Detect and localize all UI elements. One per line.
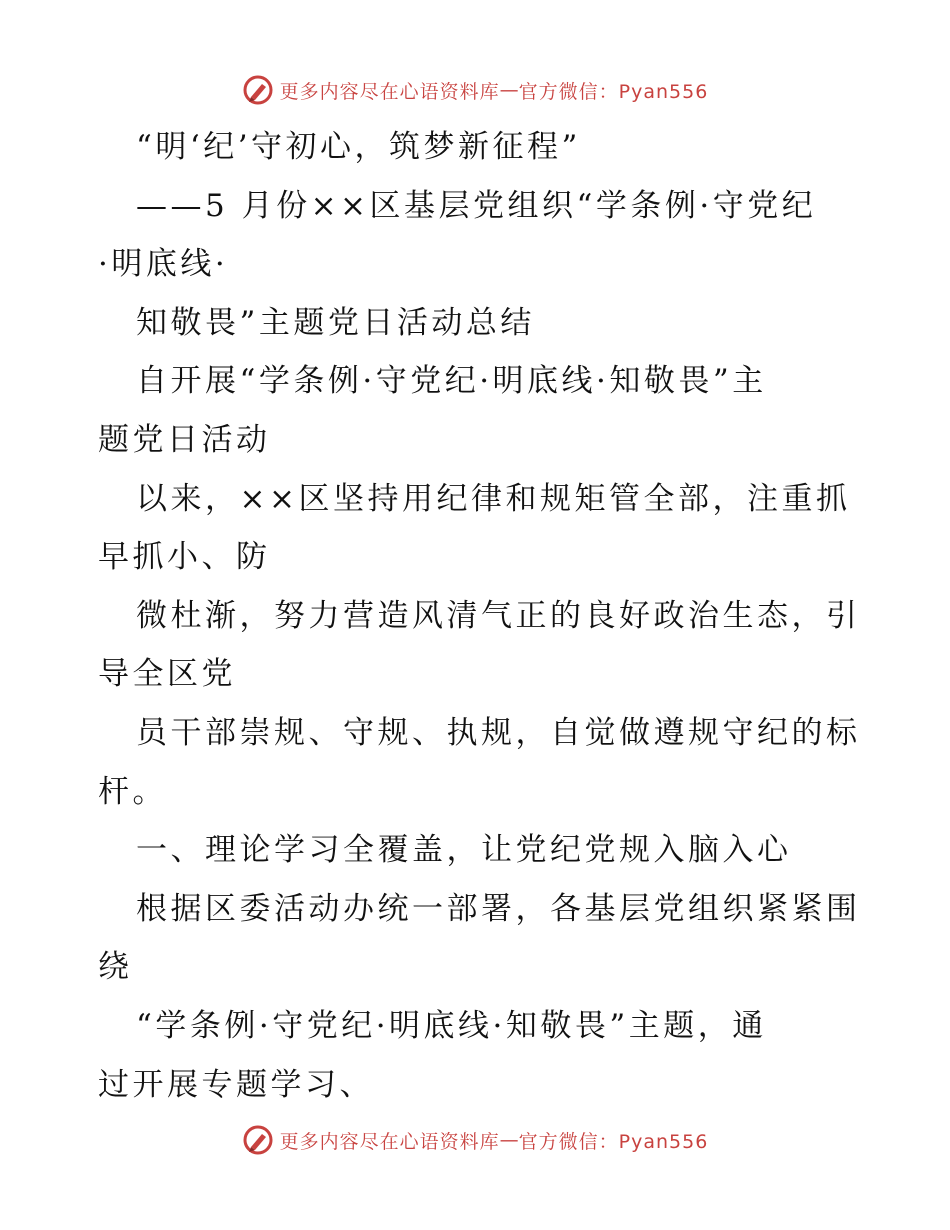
- doc-paragraph-line: “学条例·守党纪·明底线·知敬畏”主题，通: [136, 1007, 767, 1044]
- doc-paragraph-line: 以来，××区坚持用纪律和规矩管全部，注重抓: [136, 480, 851, 517]
- pen-logo-icon: [242, 1124, 274, 1156]
- header-watermark: [0, 70, 950, 110]
- doc-subtitle-line-1: ——5 月份××区基层党组织“学条例·守党纪: [136, 187, 817, 224]
- watermark-text: 更多内容尽在心语资料库: [279, 1130, 500, 1153]
- watermark-separator: —: [499, 79, 519, 101]
- doc-paragraph-line: 杆。: [98, 773, 167, 810]
- footer-watermark: [0, 1120, 950, 1160]
- doc-paragraph-line: 微杜渐，努力营造风清气正的良好政治生态，引: [136, 597, 861, 634]
- doc-paragraph-line: 自开展“学条例·守党纪·明底线·知敬畏”主: [136, 363, 767, 400]
- watermark-contact: 官方微信：Pyan556: [518, 1130, 709, 1153]
- doc-title: “明‘纪’守初心，筑梦新征程”: [136, 129, 581, 165]
- doc-subtitle-line-3: 知敬畏”主题党日活动总结: [136, 304, 535, 341]
- doc-paragraph-line: 根据区委活动办统一部署，各基层党组织紧紧围: [136, 890, 861, 927]
- doc-paragraph-line: 早抓小、防: [98, 539, 271, 576]
- watermark-separator: —: [499, 1129, 519, 1151]
- doc-paragraph-line: 导全区党: [98, 656, 236, 693]
- doc-section-heading: 一、理论学习全覆盖，让党纪党规入脑入心: [136, 832, 792, 869]
- doc-subtitle-line-2: ·明底线·: [98, 246, 229, 283]
- watermark-text: 更多内容尽在心语资料库: [279, 80, 500, 103]
- document-body: [98, 118, 861, 1114]
- doc-paragraph-line: 过开展专题学习、: [98, 1066, 374, 1103]
- watermark-contact: 官方微信：Pyan556: [518, 80, 709, 103]
- doc-paragraph-line: 题党日活动: [98, 421, 271, 458]
- doc-paragraph-line: 员干部崇规、守规、执规，自觉做遵规守纪的标: [136, 714, 861, 751]
- doc-paragraph-line: 绕: [98, 949, 133, 986]
- pen-logo-icon: [242, 74, 274, 106]
